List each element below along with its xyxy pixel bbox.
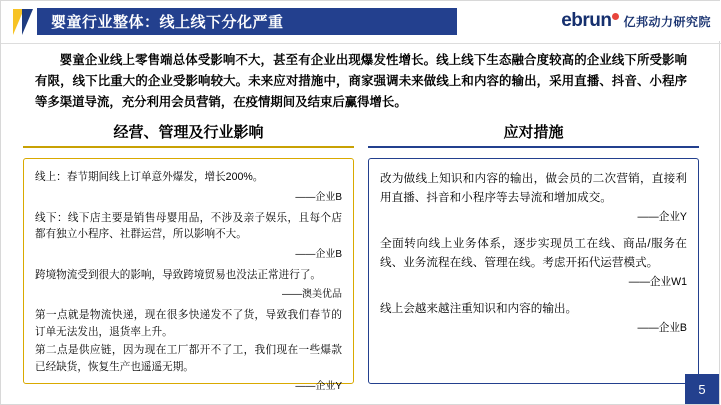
list-item: 第一点就是物流快递，现在很多快递发不了货，导致我们春节的订单无法发出，退货率上升。 xyxy=(35,309,342,338)
right-column-underline xyxy=(368,146,699,148)
left-quote-box xyxy=(23,158,354,392)
content-columns xyxy=(23,123,699,391)
quote-source: ——企业Y xyxy=(637,211,687,223)
quote-source: ——企业B xyxy=(295,248,342,260)
list-item: 线下：线下店主要是销售母婴用品，不涉及亲子娱乐，且每个店都有独立小程序、社群运营，所以影响不大。 xyxy=(35,211,342,240)
page-title: 婴童行业整体：线上线下分化严重 xyxy=(51,14,284,31)
right-column-title: 应对措施 xyxy=(503,124,564,141)
brand-dot-icon xyxy=(612,13,619,20)
left-column xyxy=(23,123,354,391)
title-banner xyxy=(37,8,457,35)
list-item: 全面转向线上业务体系，逐步实现员工在线、商品/服务在线、业务流程在线、管理在线。考虑开拓代运营模式。 xyxy=(380,237,687,269)
quote-source: ——澳美优品 xyxy=(282,289,342,300)
brand-logo-text: ebrun xyxy=(561,10,612,31)
quote-source: ——企业W1 xyxy=(628,276,687,288)
accent-triangles-icon xyxy=(13,9,35,35)
quote-source: ——企业B xyxy=(637,322,687,334)
brand-logo xyxy=(561,6,711,36)
left-column-underline xyxy=(23,146,354,148)
list-item: 跨境物流受到很大的影响，导致跨境贸易也没法正常进行了。 xyxy=(35,268,322,281)
intro-paragraph: 婴童企业线上零售端总体受影响不大，甚至有企业出现爆发性增长。线上线下生态融合度较高的企业线下所受影响有限，线下比重大的企业受影响较大。未来应对措施中，商家强调未来做线上和内容的输出，采用直播、抖音、小程序等多渠道导流，充分利用会员营销，在疫情期间及结束后赢得增长。 xyxy=(35,53,687,109)
brand-name-cn: 亿邦动力研究院 xyxy=(623,14,711,29)
quote-source: ——企业Y xyxy=(295,381,342,392)
slide-header xyxy=(1,1,721,41)
list-item: 线上会越来越注重知识和内容的输出。 xyxy=(380,302,578,315)
header-divider xyxy=(1,43,721,44)
page-number: 5 xyxy=(685,374,719,404)
left-column-title: 经营、管理及行业影响 xyxy=(113,124,264,141)
list-item: 第二点是供应链，因为现在工厂都开不了工，我们现在一些爆款已经缺货，恢复生产也遥遥无期。 xyxy=(35,344,342,373)
right-column xyxy=(368,123,699,391)
quote-source: ——企业B xyxy=(295,191,342,203)
right-quote-box xyxy=(368,158,699,384)
list-item: 线上：春节期间线上订单意外爆发，增长200%。 xyxy=(35,171,264,183)
list-item: 改为做线上知识和内容的输出，做会员的二次营销，直接利用直播、抖音和小程序等去导流和增加成交。 xyxy=(380,172,687,204)
